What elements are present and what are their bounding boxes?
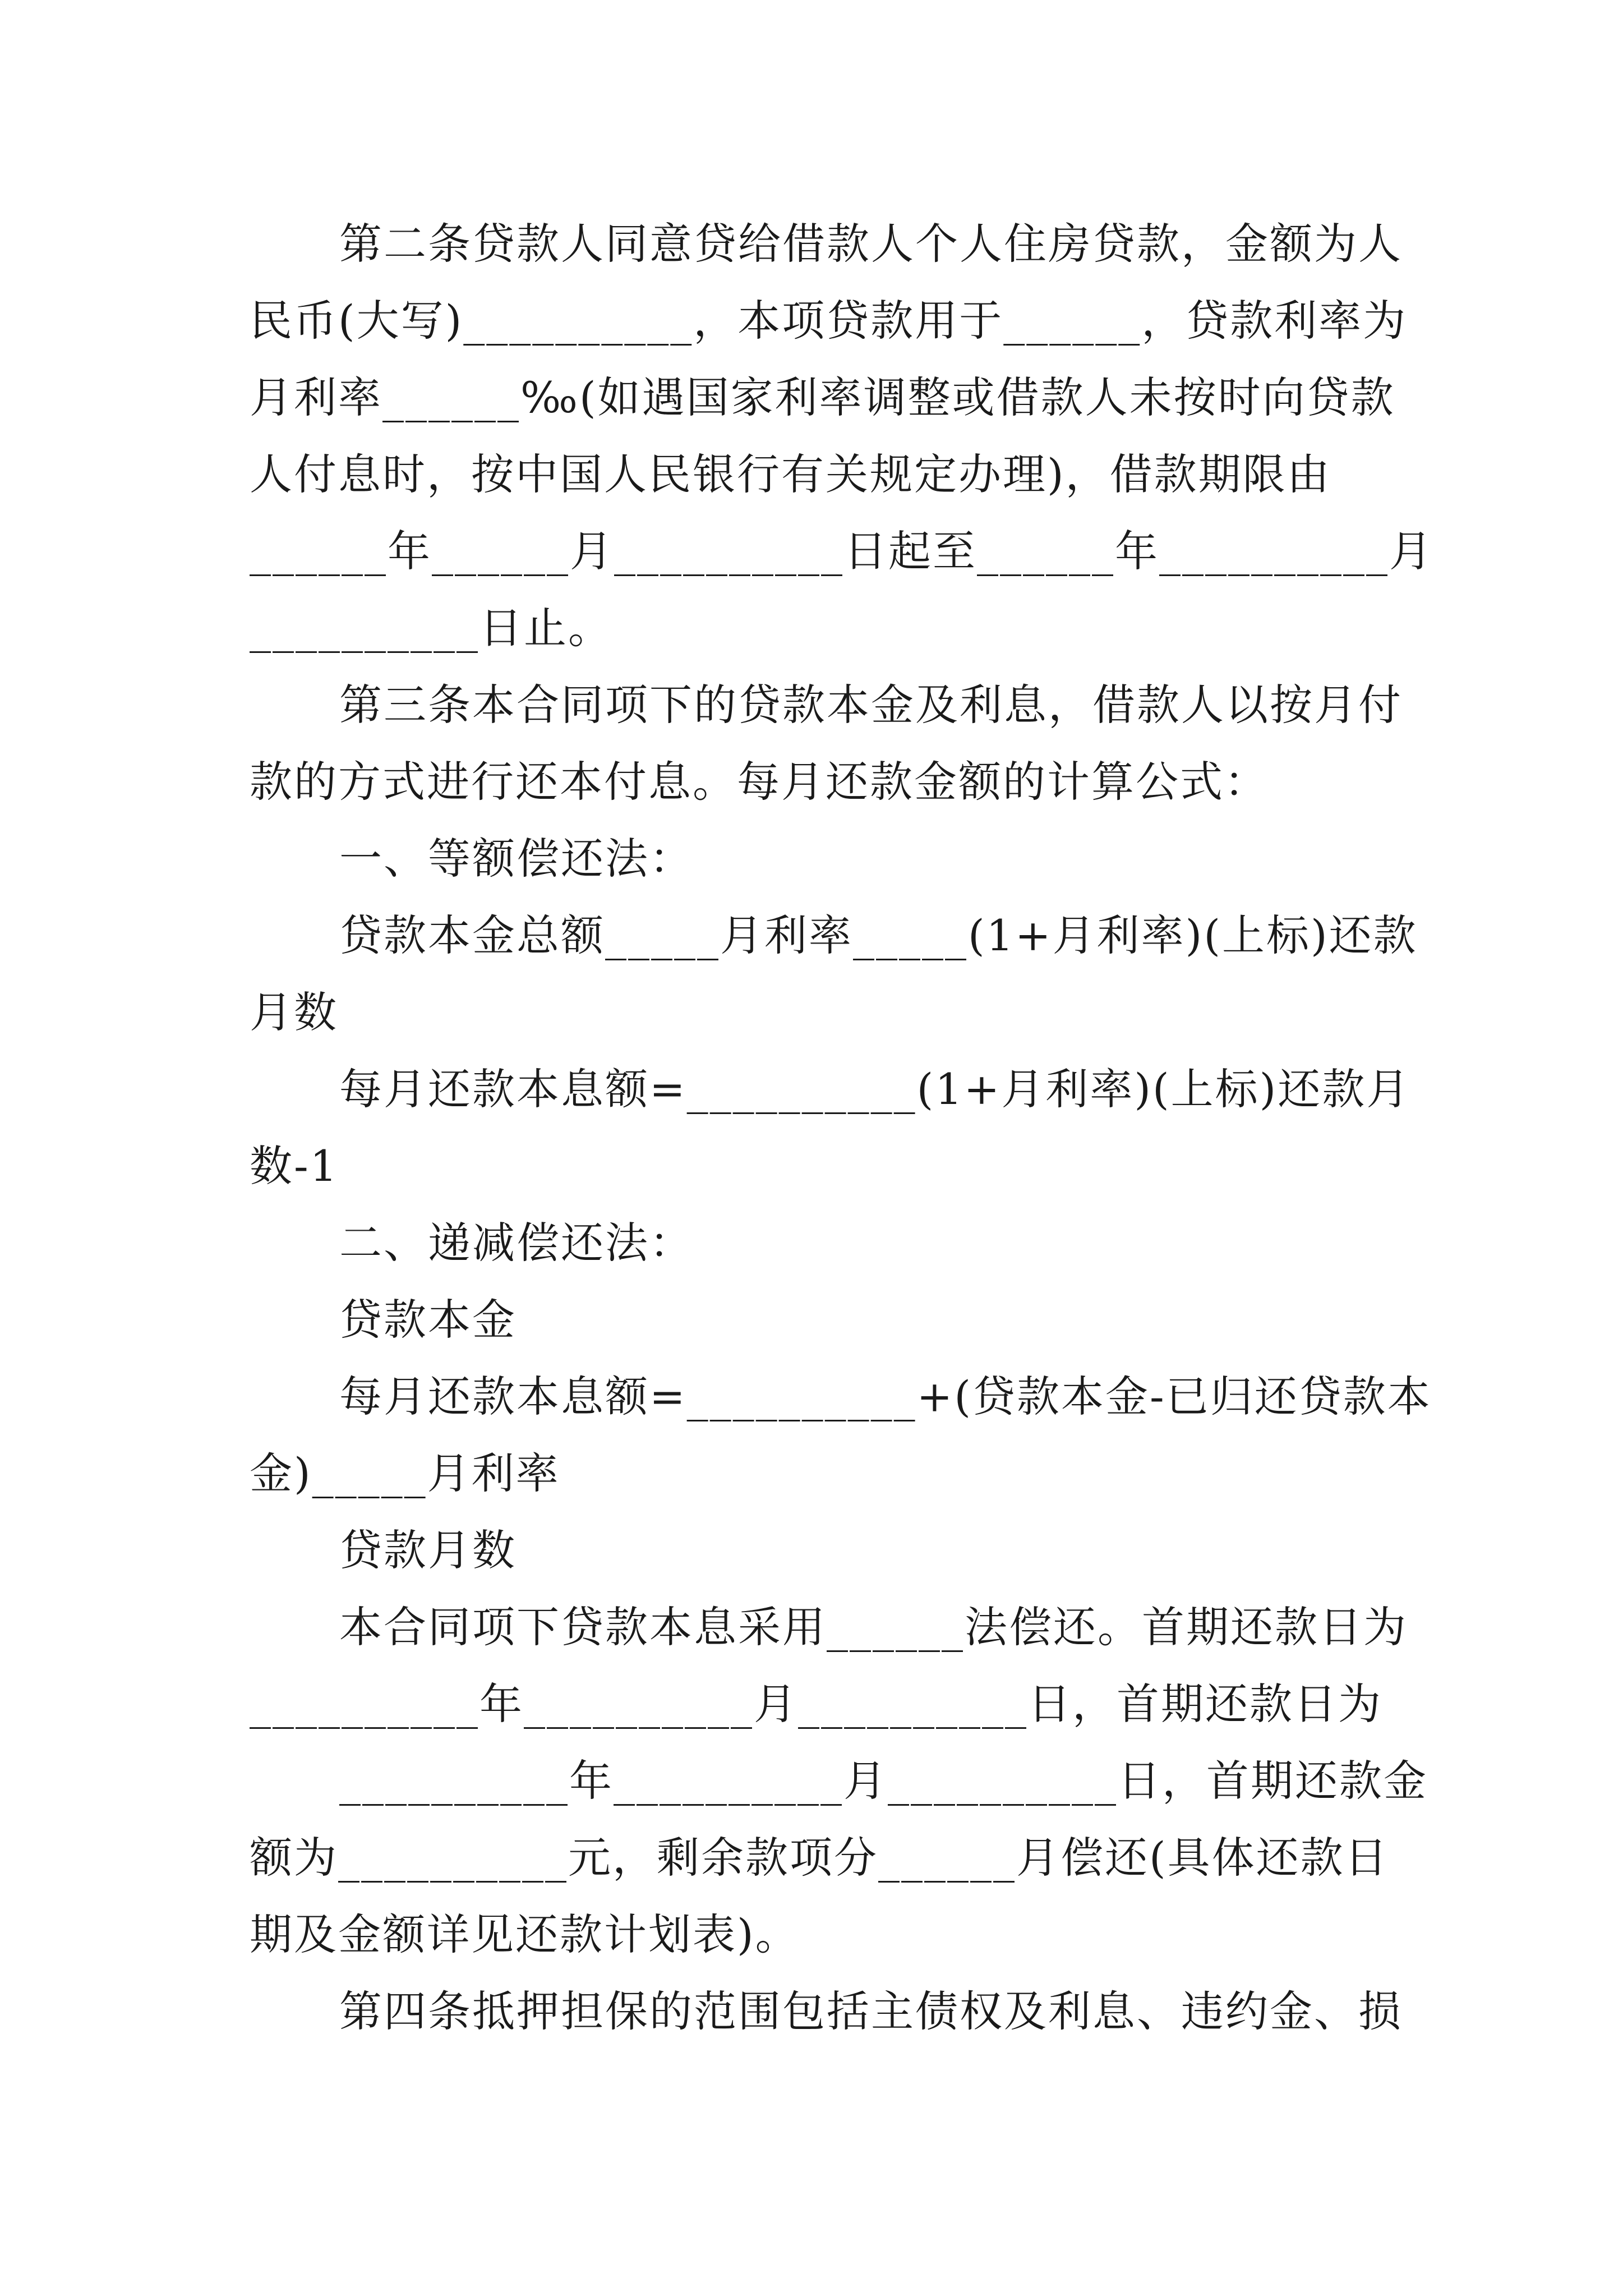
text-line: 第四条抵押担保的范围包括主债权及利息、违约金、损 bbox=[339, 1986, 1403, 2036]
text-line: 贷款本金 bbox=[339, 1295, 517, 1345]
text-line: 每月还款本息额=__________+(贷款本金-已归还贷款本 bbox=[339, 1372, 1432, 1421]
text-line: __________年__________月__________日，首期还款日为 bbox=[250, 1679, 1382, 1729]
text-line: 数-1 bbox=[250, 1141, 339, 1191]
text-line: 一、等额偿还法： bbox=[339, 834, 694, 884]
text-line: 人付息时，按中国人民银行有关规定办理)，借款期限由 bbox=[250, 449, 1331, 499]
text-line: __________日止。 bbox=[250, 603, 612, 653]
text-line: 二、递减偿还法： bbox=[339, 1218, 694, 1268]
text-line: __________年__________月__________日，首期还款金 bbox=[339, 1756, 1428, 1806]
text-line: 贷款月数 bbox=[339, 1525, 517, 1575]
text-line: 金)_____月利率 bbox=[250, 1448, 560, 1498]
text-line: 民币(大写)__________，本项贷款用于______，贷款利率为 bbox=[250, 296, 1408, 346]
text-line: 额为__________元，剩余款项分______月偿还(具体还款日 bbox=[250, 1833, 1389, 1883]
text-line: 期及金额详见还款计划表)。 bbox=[250, 1910, 800, 1959]
text-line: 贷款本金总额_____月利率_____(1+月利率)(上标)还款 bbox=[339, 910, 1418, 960]
text-line: 款的方式进行还本付息。每月还款金额的计算公式： bbox=[250, 757, 1269, 807]
text-line: ______年______月__________日起至______年__________月 bbox=[250, 526, 1433, 576]
text-line: 第三条本合同项下的贷款本金及利息，借款人以按月付 bbox=[339, 680, 1403, 730]
text-line: 每月还款本息额=__________(1+月利率)(上标)还款月 bbox=[339, 1064, 1411, 1114]
text-line: 第二条贷款人同意贷给借款人个人住房贷款，金额为人 bbox=[339, 219, 1403, 269]
text-line: 本合同项下贷款本息采用______法偿还。首期还款日为 bbox=[339, 1602, 1408, 1652]
text-line: 月利率______‰(如遇国家利率调整或借款人未按时向贷款 bbox=[250, 372, 1395, 422]
text-line: 月数 bbox=[250, 987, 338, 1037]
